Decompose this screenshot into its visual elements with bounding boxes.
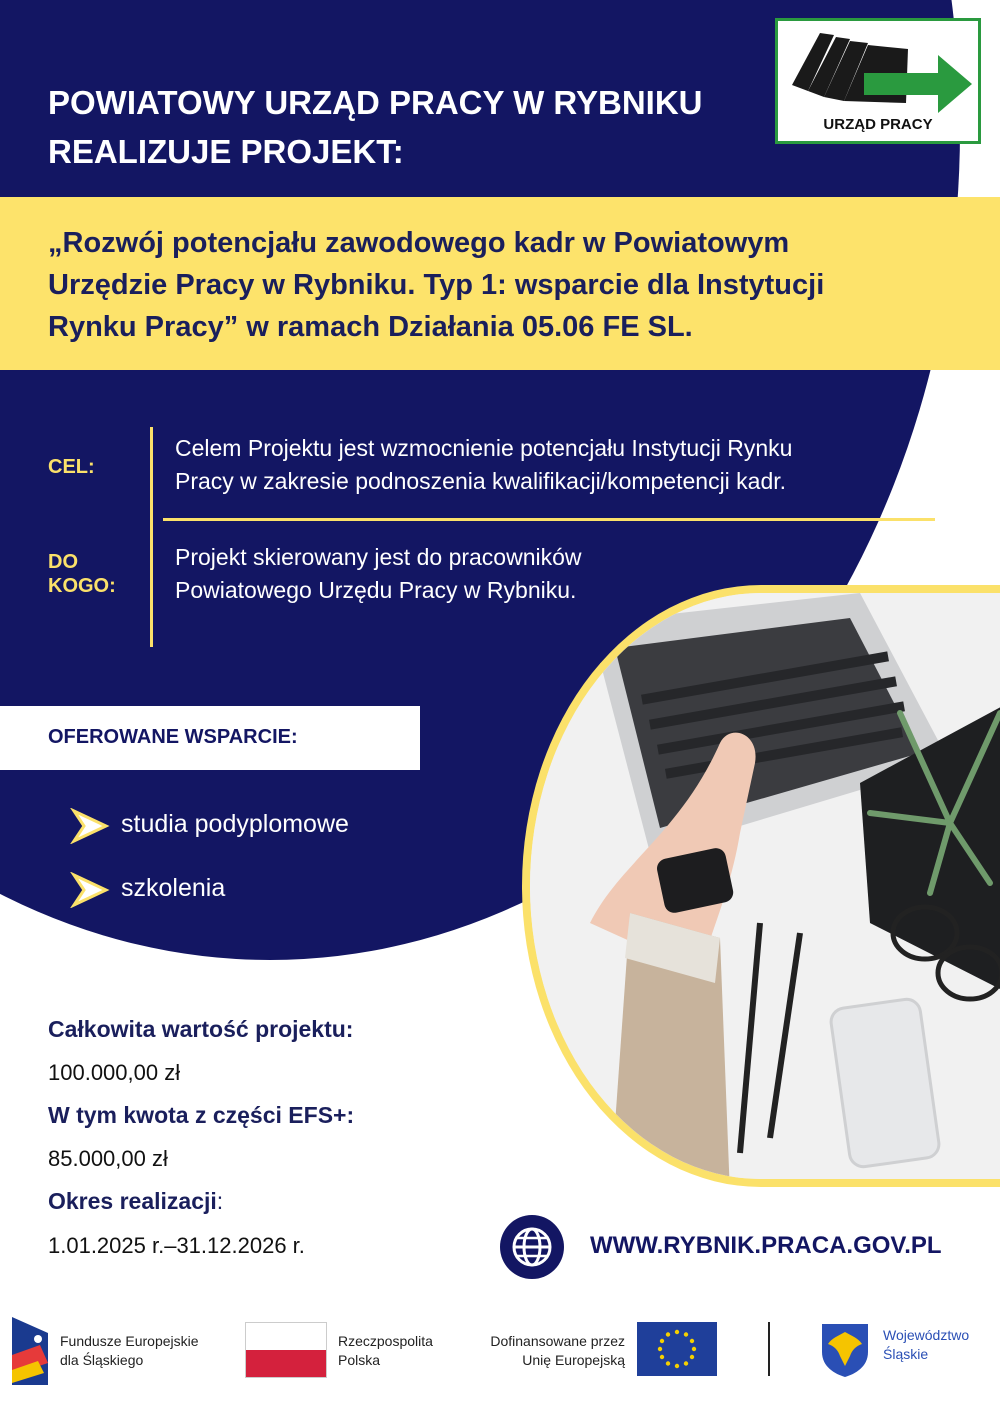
period-label-colon: : [216,1188,224,1214]
fundusze-europejskie-logo-icon [10,1315,50,1390]
header-title-line-1: POWIATOWY URZĄD PRACY W RYBNIKU [48,84,703,121]
efs-amount-label: W tym kwota z części EFS+: [48,1102,355,1128]
support-item: szkolenia [121,874,226,902]
efs-amount: 85.000,00 zł [48,1146,168,1171]
urzad-pracy-logo-icon [778,21,978,121]
project-title [48,222,968,348]
eu-funding-text [475,1332,625,1370]
project-title-line-3: Rynku Pracy” w ramach Działania 05.06 FE SL. [48,311,693,343]
fundusze-europejskie-line-1: Fundusze Europejskie [60,1333,199,1349]
urzad-pracy-logo-text: URZĄD PRACY [823,116,933,133]
eu-funding-line-1: Dofinansowane przez [490,1333,625,1349]
chevron-right-icon [70,808,110,849]
goal-text-line-2: Pracy w zakresie podnoszenia kwalifikacji/kompetencji kadr. [175,468,787,494]
goal-label: CEL: [48,456,95,478]
target-label-line-1: DO [48,551,78,573]
fundusze-europejskie-line-2: dla Śląskiego [60,1352,144,1368]
wojewodztwo-slaskie-line-2: Śląskie [883,1346,929,1362]
fundusze-europejskie-text [60,1332,199,1370]
rzeczpospolita-line-1: Rzeczpospolita [338,1333,433,1349]
target-text-line-1: Projekt skierowany jest do pracowników [175,544,582,570]
support-label: OFEROWANE WSPARCIE: [48,726,298,748]
project-title-line-1: „Rozwój potencjału zawodowego kadr w Powiatowym [48,227,790,259]
eu-funding-line-2: Unię Europejską [522,1352,625,1368]
laptop-photo [522,585,1000,1187]
rzeczpospolita-text [338,1332,433,1370]
rzeczpospolita-line-2: Polska [338,1352,381,1368]
target-text-line-2: Powiatowego Urzędu Pracy w Rybniku. [175,577,577,603]
total-value: 100.000,00 zł [48,1060,181,1085]
website-link[interactable]: WWW.RYBNIK.PRACA.GOV.PL [590,1232,942,1259]
period-label-text: Okres realizacji [48,1188,217,1214]
support-item: studia podyplomowe [121,810,349,838]
project-title-line-2: Urzędzie Pracy w Rybniku. Typ 1: wsparcie dla Instytucji [48,269,825,301]
vertical-divider [150,427,153,647]
urzad-pracy-logo [775,18,981,144]
wojewodztwo-slaskie-text [883,1326,969,1364]
header-title-line-2: REALIZUJE PROJEKT: [48,133,404,170]
eu-flag-icon [637,1322,717,1376]
target-label-line-2: KOGO: [48,575,116,597]
period-label [48,1188,223,1215]
period-value: 1.01.2025 r.–31.12.2026 r. [48,1233,305,1258]
horizontal-divider [163,518,935,521]
goal-text [175,432,955,498]
total-value-label: Całkowita wartość projektu: [48,1016,354,1042]
footer-divider [768,1322,770,1376]
goal-text-line-1: Celem Projektu jest wzmocnienie potencjału Instytucji Rynku [175,435,793,461]
globe-icon [500,1215,564,1279]
target-label [48,550,116,598]
polish-flag-icon [245,1322,327,1378]
wojewodztwo-slaskie-line-1: Województwo [883,1327,970,1343]
slaskie-coat-of-arms-icon [820,1322,870,1383]
header-title [48,78,768,176]
chevron-right-icon [70,872,110,913]
